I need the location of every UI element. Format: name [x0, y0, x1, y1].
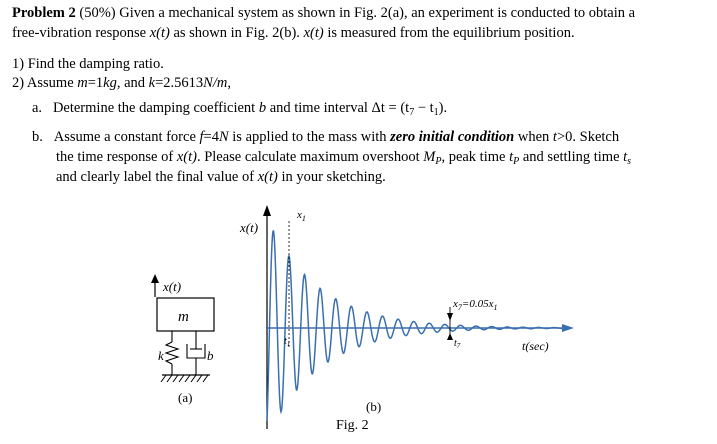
label: b.	[32, 129, 43, 145]
damper-label: b	[207, 348, 214, 363]
text: in your sketching.	[277, 169, 386, 185]
var: t	[509, 149, 514, 165]
t7-label: $t_7$	[454, 338, 461, 350]
text: − t	[414, 100, 434, 116]
x7-label: $x_7=0.05x_1$	[453, 298, 498, 312]
response-curve	[267, 231, 565, 421]
emph: zero initial condition	[390, 129, 515, 145]
y-axis-arrow	[263, 205, 271, 216]
text: ).	[438, 100, 448, 116]
sub: 7	[409, 107, 415, 118]
var: t	[552, 129, 557, 145]
var: k	[148, 75, 156, 91]
ground-hatch	[161, 375, 208, 382]
sub: P	[435, 156, 442, 167]
problem-text: Given a mechanical system as shown in Fig. 2(a), an experiment is conducted to obtain a	[115, 5, 636, 21]
x-axis-label: t(sec)	[522, 339, 549, 353]
var: N/m	[203, 75, 228, 91]
figure-b	[239, 205, 574, 429]
var: x(t)	[176, 149, 197, 165]
text: and clearly label the final value of	[56, 169, 258, 185]
var: x(t)	[149, 25, 170, 41]
text: and time interval Δt = (t	[266, 100, 410, 116]
var: t	[623, 149, 628, 165]
label: a.	[32, 100, 43, 116]
text: is measured from the equilibrium position.	[323, 25, 575, 41]
var: b	[258, 100, 267, 116]
fig-caption: Fig. 2	[336, 418, 369, 433]
text: >0. Sketch	[556, 129, 620, 145]
text: free-vibration response	[12, 25, 150, 41]
mass-label: m	[178, 309, 189, 325]
var: N	[218, 129, 229, 145]
sub: P	[513, 156, 520, 167]
text: , and	[116, 75, 149, 91]
text: as shown in Fig. 2(b).	[169, 25, 304, 41]
text: =4	[203, 129, 219, 145]
text: is applied to the mass with	[228, 129, 391, 145]
t1-label: $t_1$	[284, 336, 291, 348]
var: x(t)	[303, 25, 324, 41]
var: kg	[103, 75, 117, 91]
var: x(t)	[257, 169, 278, 185]
x-axis-label: x(t)	[163, 279, 182, 294]
var: f	[199, 129, 204, 145]
text: the time response of	[56, 149, 177, 165]
caption-a: (a)	[178, 390, 193, 405]
x-arrow-head	[151, 274, 159, 283]
var: M	[423, 149, 436, 165]
spring	[166, 342, 178, 364]
text: , peak time	[441, 149, 510, 165]
q1-text: 1) Find the damping ratio.	[12, 56, 164, 72]
var: m	[77, 75, 88, 91]
text: Assume a constant force	[53, 129, 200, 145]
text: when	[514, 129, 553, 145]
t7-arrow-up	[447, 333, 453, 340]
problem-heading: Problem 2	[12, 5, 76, 21]
y-axis-label: x(t)	[240, 220, 259, 235]
text: and settling time	[519, 149, 624, 165]
sub: 1	[433, 107, 439, 118]
text: Determine the damping coefficient	[52, 100, 259, 116]
problem-weight: (50%)	[79, 5, 116, 21]
sub: s	[627, 156, 632, 167]
peak-label: $x_1$	[297, 209, 306, 223]
caption-b: (b)	[366, 399, 382, 414]
text: =1	[87, 75, 104, 91]
text: ,	[227, 75, 231, 91]
figure-a	[151, 274, 214, 405]
text: 2) Assume	[12, 75, 78, 91]
text: =2.5613	[155, 75, 204, 91]
x7-arrow-down	[447, 313, 453, 321]
spring-label: k	[158, 348, 164, 363]
text: . Please calculate maximum overshoot	[196, 149, 424, 165]
